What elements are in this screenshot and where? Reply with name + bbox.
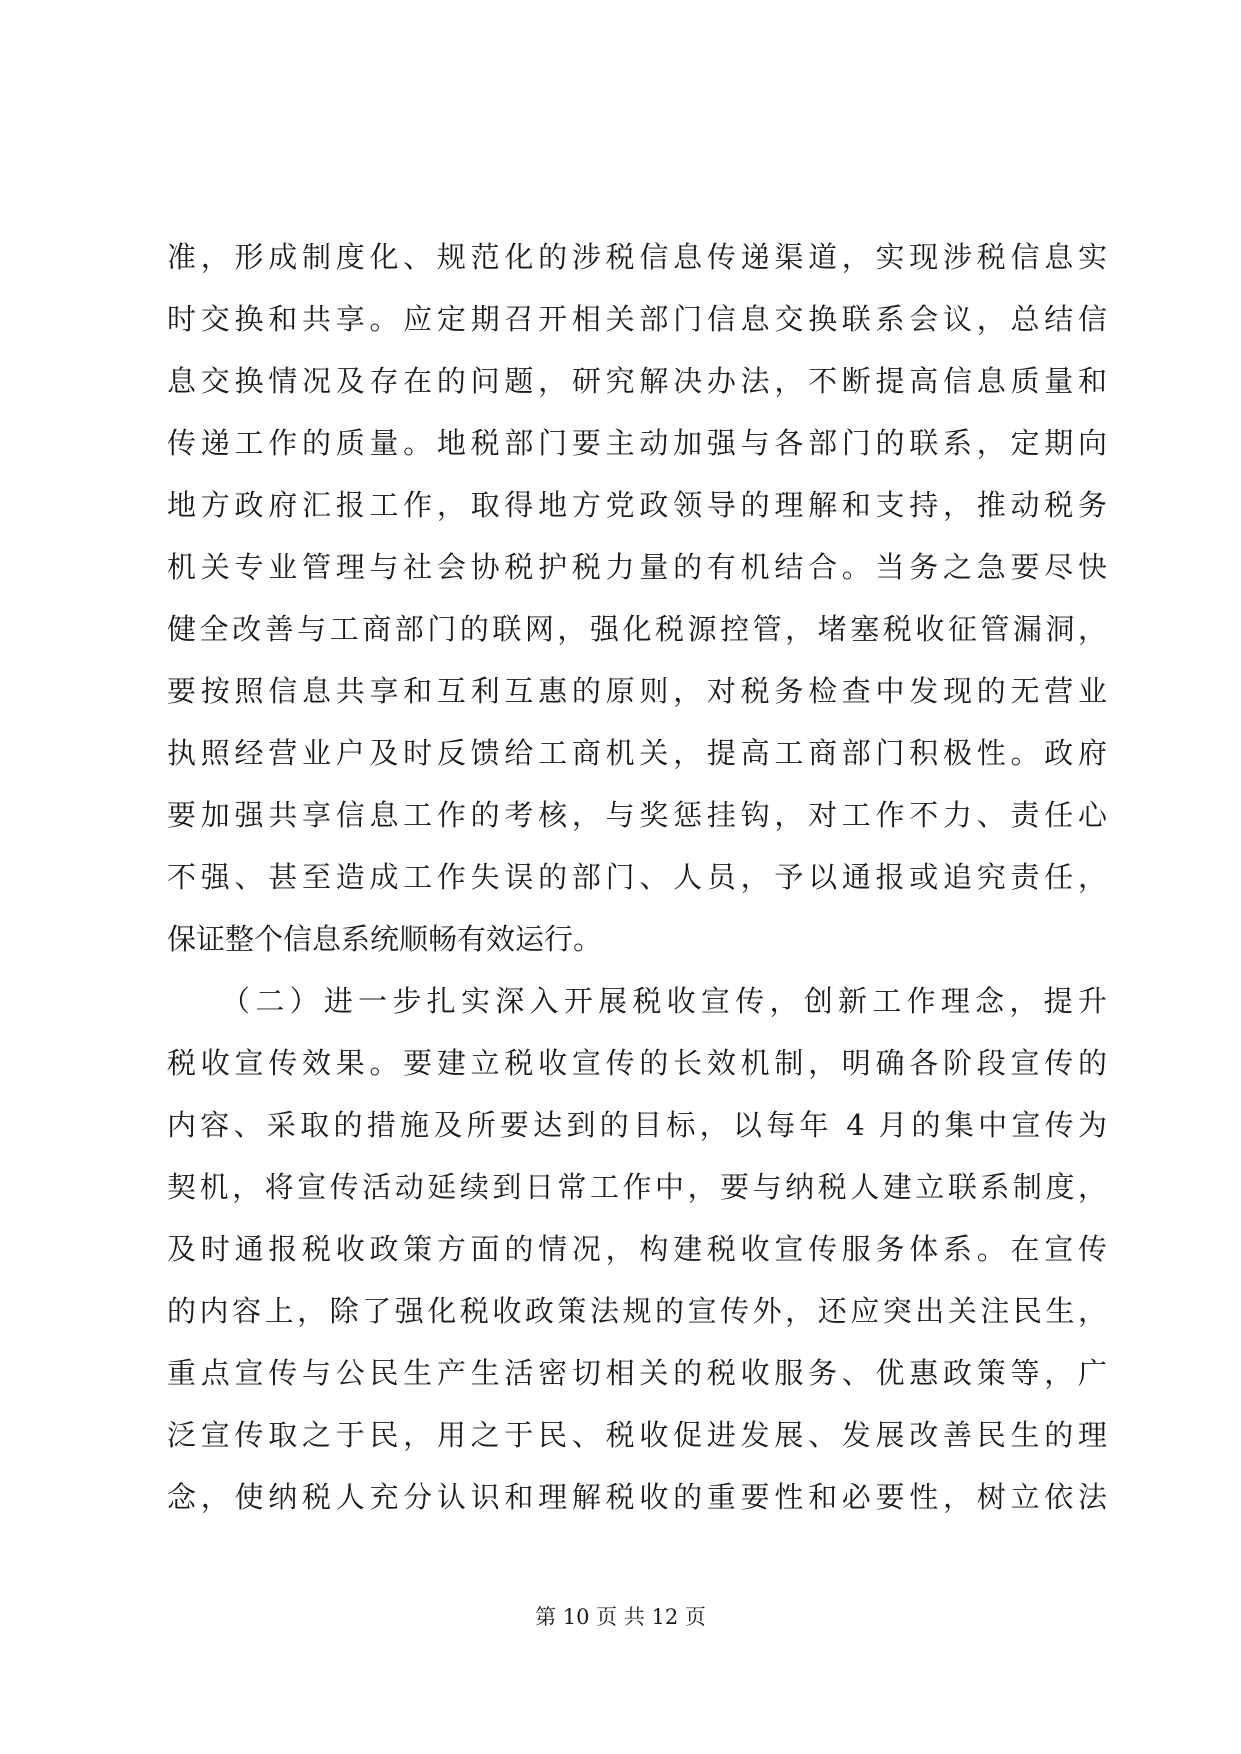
text-line: 执照经营业户及时反馈给工商机关，提高工商部门积极性。政府 xyxy=(167,736,1107,770)
text-line: 及时通报税收政策方面的情况，构建税收宣传服务体系。在宣传 xyxy=(167,1232,1107,1266)
text-line: （二）进一步扎实深入开展税收宣传，创新工作理念，提升 xyxy=(167,984,1107,1018)
text-line: 要加强共享信息工作的考核，与奖惩挂钩，对工作不力、责任心 xyxy=(167,798,1107,832)
text-line: 要按照信息共享和互利互惠的原则，对税务检查中发现的无营业 xyxy=(167,674,1107,708)
text-line: 地方政府汇报工作，取得地方党政领导的理解和支持，推动税务 xyxy=(167,488,1107,522)
page-number-footer: 第 10 页 共 12 页 xyxy=(535,1605,706,1629)
text-line: 的内容上，除了强化税收政策法规的宣传外，还应突出关注民生， xyxy=(167,1294,1107,1328)
text-line: 念，使纳税人充分认识和理解税收的重要性和必要性，树立依法 xyxy=(167,1480,1107,1514)
text-line: 机关专业管理与社会协税护税力量的有机结合。当务之急要尽快 xyxy=(167,550,1107,584)
text-line: 息交换情况及存在的问题，研究解决办法，不断提高信息质量和 xyxy=(167,364,1107,398)
text-line: 税收宣传效果。要建立税收宣传的长效机制，明确各阶段宣传的 xyxy=(167,1046,1107,1080)
text-line: 内容、采取的措施及所要达到的目标，以每年 4 月的集中宣传为 xyxy=(167,1108,1107,1142)
text-line: 重点宣传与公民生产生活密切相关的税收服务、优惠政策等，广 xyxy=(167,1356,1107,1390)
text-line: 时交换和共享。应定期召开相关部门信息交换联系会议，总结信 xyxy=(167,302,1107,336)
text-line: 健全改善与工商部门的联网，强化税源控管，堵塞税收征管漏洞， xyxy=(167,612,1107,646)
text-line: 准，形成制度化、规范化的涉税信息传递渠道，实现涉税信息实 xyxy=(167,240,1107,274)
text-line: 契机，将宣传活动延续到日常工作中，要与纳税人建立联系制度， xyxy=(167,1170,1107,1204)
text-line: 泛宣传取之于民，用之于民、税收促进发展、发展改善民生的理 xyxy=(167,1418,1107,1452)
body-text xyxy=(167,226,1107,1528)
text-line: 保证整个信息系统顺畅有效运行。 xyxy=(167,922,603,956)
text-line: 传递工作的质量。地税部门要主动加强与各部门的联系，定期向 xyxy=(167,426,1107,460)
text-line: 不强、甚至造成工作失误的部门、人员，予以通报或追究责任， xyxy=(167,860,1107,894)
